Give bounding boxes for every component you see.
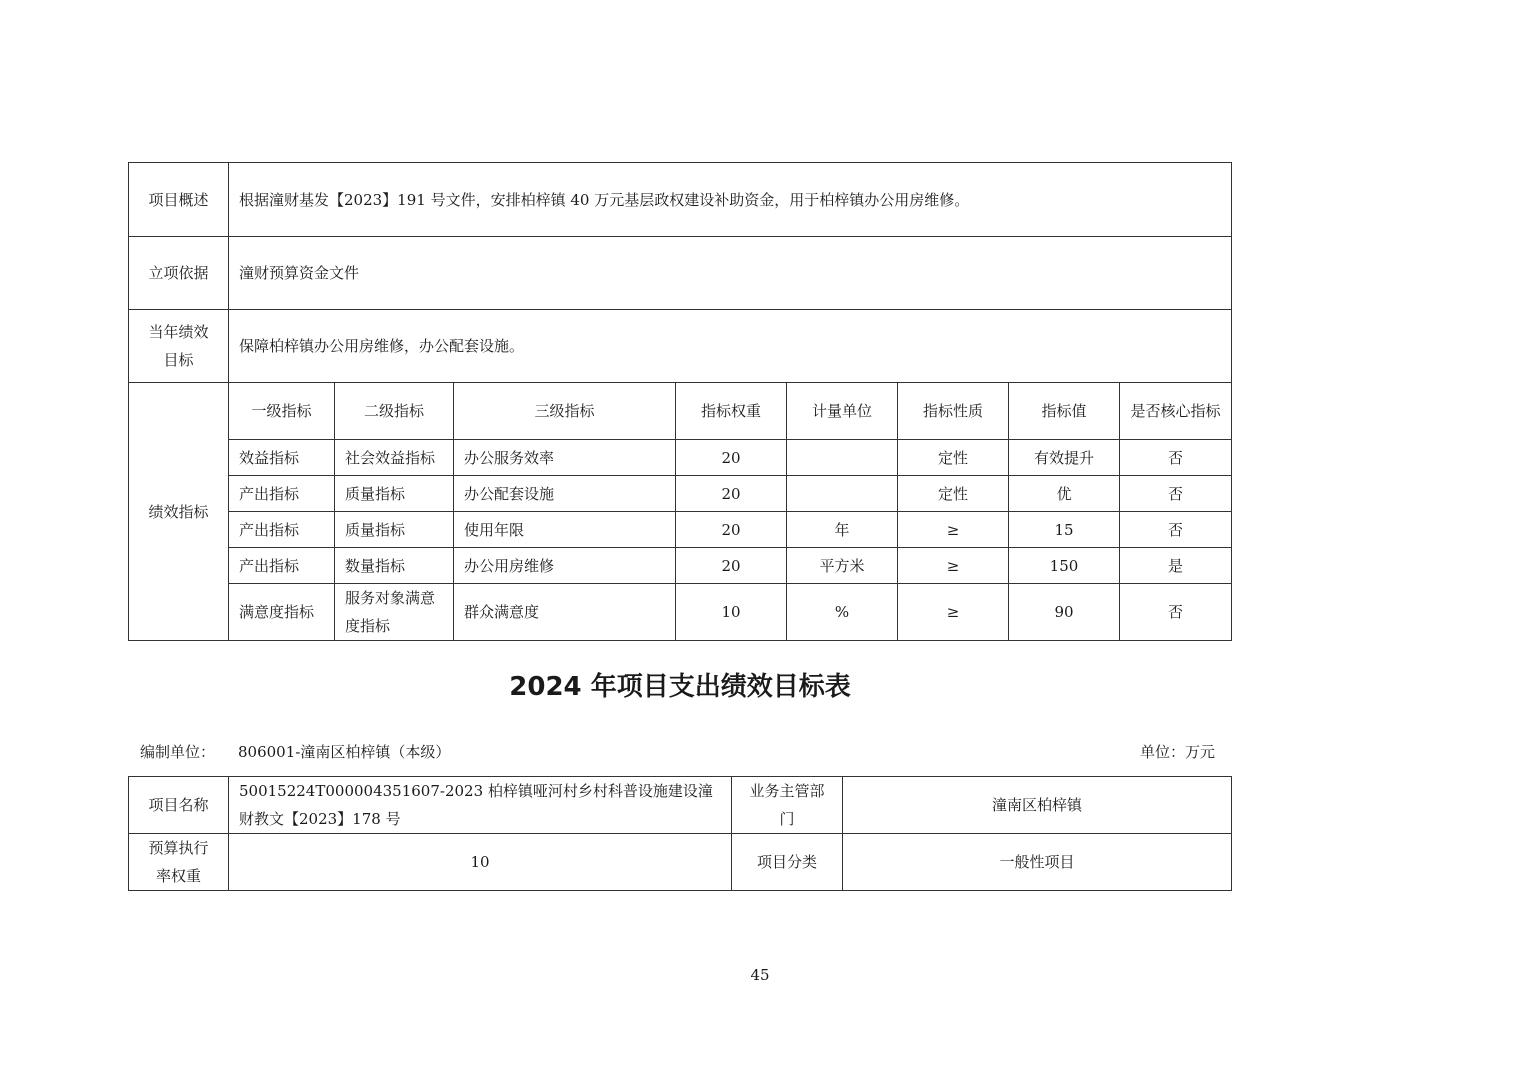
goal-label: 当年绩效目标 [129, 310, 229, 383]
indicators-label: 绩效指标 [129, 383, 229, 641]
cell-nature: 定性 [898, 476, 1009, 512]
project-name-value: 50015224T000004351607-2023 柏梓镇哑河村乡村科普设施建设潼财教文【2023】178 号 [229, 777, 732, 834]
cell-weight: 10 [676, 584, 787, 641]
project-info-table [128, 776, 1232, 891]
cell-unit: 年 [787, 512, 898, 548]
header-cell: 三级指标 [454, 383, 676, 440]
cell-level3: 群众满意度 [454, 584, 676, 641]
budget-rate-label: 预算执行率权重 [129, 834, 229, 891]
cell-core: 是 [1120, 548, 1232, 584]
cell-value: 优 [1009, 476, 1120, 512]
header-cell: 一级指标 [229, 383, 335, 440]
category-label: 项目分类 [732, 834, 843, 891]
cell-level3: 办公配套设施 [454, 476, 676, 512]
cell-nature: ≥ [898, 548, 1009, 584]
cell-level2: 数量指标 [335, 548, 454, 584]
cell-level2: 社会效益指标 [335, 440, 454, 476]
header-cell: 计量单位 [787, 383, 898, 440]
cell-value: 有效提升 [1009, 440, 1120, 476]
header-cell: 二级指标 [335, 383, 454, 440]
cell-level3: 使用年限 [454, 512, 676, 548]
header-cell: 指标权重 [676, 383, 787, 440]
cell-level3: 办公用房维修 [454, 548, 676, 584]
overview-label: 项目概述 [129, 163, 229, 237]
overview-text: 根据潼财基发【2023】191 号文件，安排柏梓镇 40 万元基层政权建设补助资金，用于柏梓镇办公用房维修。 [229, 163, 1232, 237]
cell-nature: ≥ [898, 584, 1009, 641]
table-row [129, 440, 1232, 476]
cell-unit [787, 476, 898, 512]
cell-level1: 产出指标 [229, 548, 335, 584]
budget-rate-value: 10 [229, 834, 732, 891]
performance-indicator-table [128, 162, 1232, 641]
cell-level1: 产出指标 [229, 512, 335, 548]
org-label: 编制单位： [140, 743, 216, 761]
table-row [129, 476, 1232, 512]
table-row [129, 584, 1232, 641]
cell-level1: 效益指标 [229, 440, 335, 476]
cell-weight: 20 [676, 476, 787, 512]
basis-text: 潼财预算资金文件 [229, 237, 1232, 310]
goal-text: 保障柏梓镇办公用房维修，办公配套设施。 [229, 310, 1232, 383]
header-cell: 指标值 [1009, 383, 1120, 440]
dept-value: 潼南区柏梓镇 [843, 777, 1232, 834]
org-value: 806001-潼南区柏梓镇（本级） [238, 743, 451, 761]
cell-weight: 20 [676, 512, 787, 548]
cell-level2: 服务对象满意度指标 [335, 584, 454, 641]
cell-level3: 办公服务效率 [454, 440, 676, 476]
cell-core: 否 [1120, 584, 1232, 641]
cell-nature: ≥ [898, 512, 1009, 548]
cell-nature: 定性 [898, 440, 1009, 476]
header-cell: 是否核心指标 [1120, 383, 1232, 440]
cell-weight: 20 [676, 548, 787, 584]
cell-core: 否 [1120, 512, 1232, 548]
cell-level2: 质量指标 [335, 512, 454, 548]
header-cell: 指标性质 [898, 383, 1009, 440]
page-title: 2024 年项目支出绩效目标表 [509, 672, 851, 702]
basis-label: 立项依据 [129, 237, 229, 310]
project-name-label: 项目名称 [129, 777, 229, 834]
page-number: 45 [750, 966, 770, 984]
dept-label: 业务主管部门 [732, 777, 843, 834]
org-line [140, 741, 450, 762]
cell-level2: 质量指标 [335, 476, 454, 512]
cell-value: 90 [1009, 584, 1120, 641]
cell-core: 否 [1120, 440, 1232, 476]
cell-level1: 产出指标 [229, 476, 335, 512]
cell-unit [787, 440, 898, 476]
cell-value: 150 [1009, 548, 1120, 584]
cell-unit: % [787, 584, 898, 641]
cell-weight: 20 [676, 440, 787, 476]
category-value: 一般性项目 [843, 834, 1232, 891]
cell-level1: 满意度指标 [229, 584, 335, 641]
table-row [129, 548, 1232, 584]
unit-label: 单位：万元 [1140, 743, 1216, 761]
cell-core: 否 [1120, 476, 1232, 512]
cell-value: 15 [1009, 512, 1120, 548]
table-row [129, 512, 1232, 548]
cell-unit: 平方米 [787, 548, 898, 584]
